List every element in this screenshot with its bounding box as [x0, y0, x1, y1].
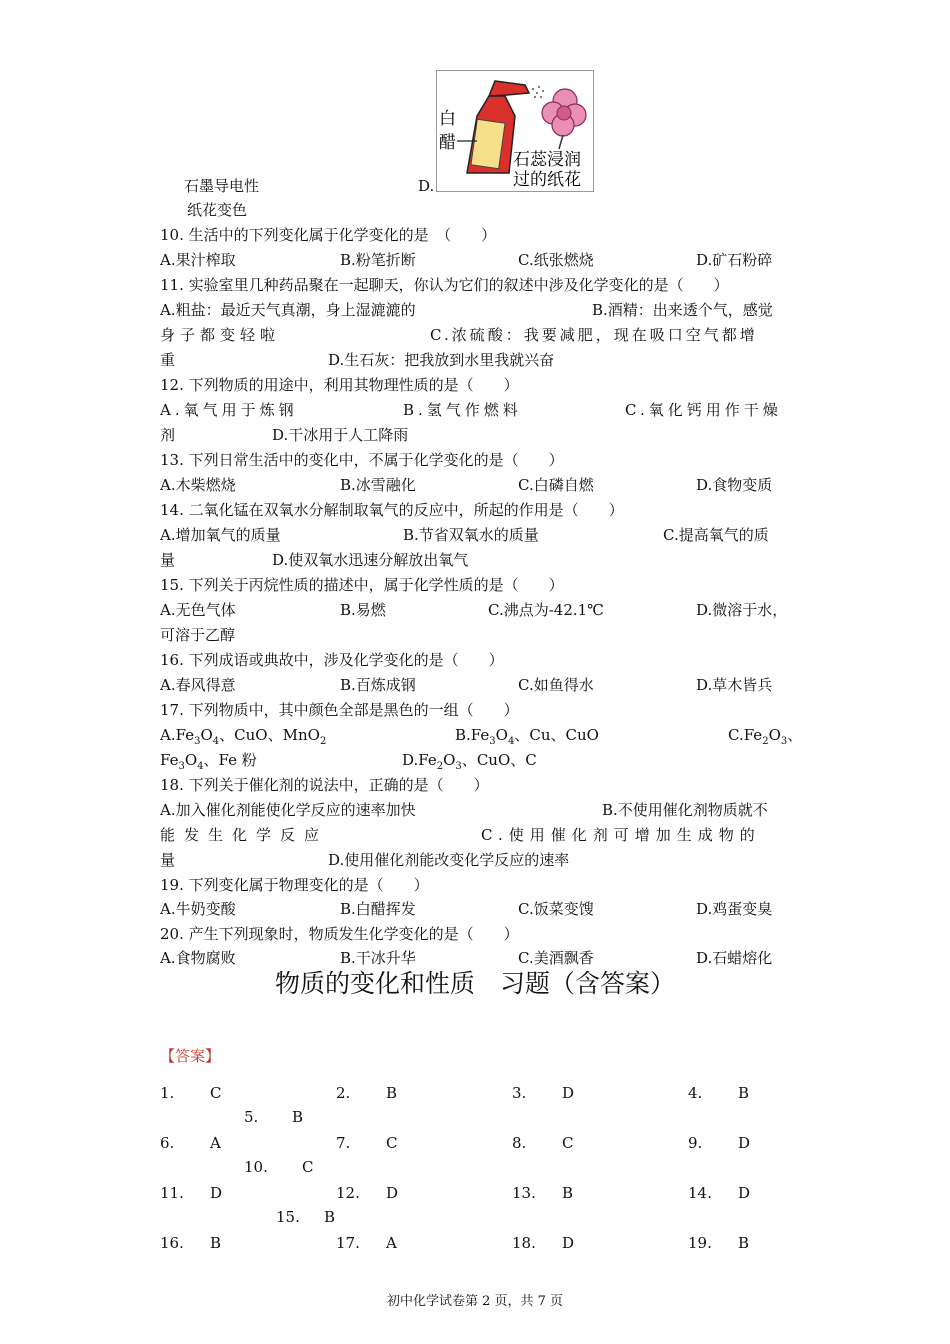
- q17-option-c-line1: $C.Fe_2O_3$、: [728, 726, 803, 747]
- q12-stem: 12. 下列物质的用途中，利用其物理性质的是（ ）: [160, 376, 519, 394]
- q11-option-c-line1: C.浓硫酸：我要减肥，现在吸口空气都增: [430, 326, 758, 344]
- vinegar-spray-figure: [436, 70, 594, 192]
- answer-number: 12.: [336, 1184, 360, 1202]
- q17-option-c-line2: $Fe_3O_4$、Fe 粉: [160, 751, 257, 772]
- q19-option-b: B.白醋挥发: [340, 900, 416, 918]
- q15-option-d-line1: D.微溶于水，: [696, 601, 788, 619]
- answer-number: 15.: [276, 1208, 300, 1226]
- q18-option-d: D.使用催化剂能改变化学反应的速率: [328, 851, 570, 869]
- q15-option-b: B.易燃: [340, 601, 386, 619]
- page-footer: 初中化学试卷第 2 页，共 7 页: [386, 1294, 564, 1309]
- q9-option-d-label: D.: [418, 177, 435, 195]
- q18-option-b-line2: 能发生化学反应: [160, 826, 329, 844]
- answer-value: A: [386, 1234, 397, 1252]
- q12-option-d: D.干冰用于人工降雨: [272, 426, 409, 444]
- answer-number: 4.: [688, 1084, 703, 1102]
- q11-option-a: A.粗盐：最近天气真潮，身上湿漉漉的: [160, 301, 416, 319]
- q15-option-d-line2: 可溶于乙醇: [160, 626, 236, 644]
- answer-value: B: [210, 1234, 222, 1252]
- bottle-nozzle: [489, 81, 529, 96]
- answer-number: 11.: [160, 1184, 184, 1202]
- answer-number: 17.: [336, 1234, 360, 1252]
- answer-number: 18.: [512, 1234, 536, 1252]
- answer-value: D: [210, 1184, 223, 1202]
- q19-option-d: D.鸡蛋变臭: [696, 900, 773, 918]
- q14-option-c-line1: C.提高氧气的质: [663, 526, 769, 544]
- answer-value: C: [302, 1158, 314, 1176]
- answer-value: A: [210, 1134, 221, 1152]
- answer-value: D: [738, 1184, 751, 1202]
- answer-value: C: [210, 1084, 222, 1102]
- q10-option-a: A.果汁榨取: [160, 251, 236, 269]
- answer-value: D: [738, 1134, 751, 1152]
- q10-option-d: D.矿石粉碎: [696, 251, 773, 269]
- q20-option-a: A.食物腐败: [160, 949, 236, 967]
- answer-value: D: [386, 1184, 399, 1202]
- q13-option-b: B.冰雪融化: [340, 476, 416, 494]
- q9-option-d-text: 纸花变色: [187, 201, 248, 219]
- q11-stem: 11. 实验室里几种药品聚在一起聊天，你认为它们的叙述中涉及化学变化的是（ ）: [160, 276, 729, 294]
- q17-option-d: $D.Fe_2O_3$、CuO、C: [402, 751, 537, 772]
- bottle-label: [471, 119, 505, 168]
- q12-option-b: B.氢气作燃料: [403, 401, 522, 419]
- flower-label-line2: 过的纸花: [513, 170, 581, 190]
- q18-stem: 18. 下列关于催化剂的说法中，正确的是（ ）: [160, 776, 489, 794]
- answer-number: 9.: [688, 1134, 703, 1152]
- answer-number: 3.: [512, 1084, 527, 1102]
- page-heading: 物质的变化和性质 习题（含答案）: [274, 969, 675, 998]
- answer-number: 13.: [512, 1184, 536, 1202]
- q16-option-d: D.草木皆兵: [696, 676, 773, 694]
- q18-option-a: A.加入催化剂能使化学反应的速率加快: [160, 801, 416, 819]
- q16-option-c: C.如鱼得水: [518, 676, 594, 694]
- q20-stem: 20. 产生下列现象时，物质发生化学变化的是（ ）: [160, 925, 519, 943]
- answer-label: 【答案】: [160, 1047, 221, 1065]
- q10-option-b: B.粉笔折断: [340, 251, 416, 269]
- paper-flower: [542, 89, 586, 149]
- answer-value: B: [292, 1108, 304, 1126]
- q18-option-b-line1: B.不使用催化剂物质就不: [602, 801, 768, 819]
- answer-value: B: [562, 1184, 574, 1202]
- answer-number: 14.: [688, 1184, 712, 1202]
- q11-option-b-line1: B.酒精：出来透个气，感觉: [592, 301, 773, 319]
- q15-stem: 15. 下列关于丙烷性质的描述中，属于化学性质的是（ ）: [160, 576, 564, 594]
- answer-value: B: [738, 1084, 750, 1102]
- q11-option-d: D.生石灰：把我放到水里我就兴奋: [328, 351, 555, 369]
- q12-option-c-line2: 剂: [160, 426, 176, 444]
- q18-option-c-line1: C.使用催化剂可增加生成物的: [481, 826, 761, 844]
- answer-value: B: [386, 1084, 398, 1102]
- q13-option-c: C.白磷自燃: [518, 476, 594, 494]
- answer-value: C: [562, 1134, 574, 1152]
- q18-option-c-line2: 量: [160, 851, 176, 869]
- q16-option-a: A.春风得意: [160, 676, 236, 694]
- answer-number: 10.: [244, 1158, 268, 1176]
- q10-stem: 10. 生活中的下列变化属于化学变化的是 （ ）: [160, 226, 497, 244]
- q14-option-c-line2: 量: [160, 551, 176, 569]
- answer-number: 5.: [244, 1108, 259, 1126]
- q19-option-c: C.饭菜变馊: [518, 900, 594, 918]
- q20-option-b: B.干冰升华: [340, 949, 416, 967]
- q10-option-c: C.纸张燃烧: [518, 251, 594, 269]
- answer-number: 19.: [688, 1234, 712, 1252]
- q12-option-c-line1: C.氧化钙用作干燥: [625, 401, 782, 419]
- q13-option-d: D.食物变质: [696, 476, 773, 494]
- q12-option-a: A.氧气用于炼钢: [160, 401, 298, 419]
- answer-number: 2.: [336, 1084, 351, 1102]
- q14-option-b: B.节省双氧水的质量: [403, 526, 539, 544]
- q15-option-c: C.沸点为-42.1℃: [488, 601, 604, 619]
- q17-option-b: $B.Fe_3O_4$、Cu、CuO: [455, 726, 599, 747]
- q20-option-d: D.石蜡熔化: [696, 949, 773, 967]
- q19-stem: 19. 下列变化属于物理变化的是（ ）: [160, 876, 429, 894]
- q17-stem: 17. 下列物质中，其中颜色全部是黑色的一组（ ）: [160, 701, 519, 719]
- answer-number: 16.: [160, 1234, 184, 1252]
- answer-value: D: [562, 1084, 575, 1102]
- q17-option-a: $A.Fe_3O_4$、CuO、MnO$_2$: [160, 726, 327, 747]
- q16-option-b: B.百炼成钢: [340, 676, 416, 694]
- q14-option-a: A.增加氧气的质量: [160, 526, 281, 544]
- answer-number: 6.: [160, 1134, 175, 1152]
- q13-option-a: A.木柴燃烧: [160, 476, 236, 494]
- q16-stem: 16. 下列成语或典故中，涉及化学变化的是（ ）: [160, 651, 504, 669]
- vinegar-label: 白醋: [439, 109, 456, 153]
- spray-mist: [532, 86, 544, 98]
- q14-stem: 14. 二氧化锰在双氧水分解制取氧气的反应中，所起的作用是（ ）: [160, 501, 624, 519]
- answer-value: C: [386, 1134, 398, 1152]
- q13-stem: 13. 下列日常生活中的变化中，不属于化学变化的是（ ）: [160, 451, 564, 469]
- answer-number: 1.: [160, 1084, 175, 1102]
- answer-number: 8.: [512, 1134, 527, 1152]
- q15-option-a: A.无色气体: [160, 601, 236, 619]
- flower-label-line1: 石蕊浸润: [513, 150, 581, 170]
- answer-value: B: [324, 1208, 336, 1226]
- q11-option-b-line2: 身子都变轻啦: [160, 326, 281, 344]
- q11-option-c-line2: 重: [160, 351, 176, 369]
- q9-option-c-text: 石墨导电性: [184, 177, 260, 195]
- answer-value: B: [738, 1234, 750, 1252]
- answer-value: D: [562, 1234, 575, 1252]
- q19-option-a: A.牛奶变酸: [160, 900, 236, 918]
- answer-number: 7.: [336, 1134, 351, 1152]
- q20-option-c: C.美酒飘香: [518, 949, 594, 967]
- q14-option-d: D.使双氧水迅速分解放出氧气: [272, 551, 469, 569]
